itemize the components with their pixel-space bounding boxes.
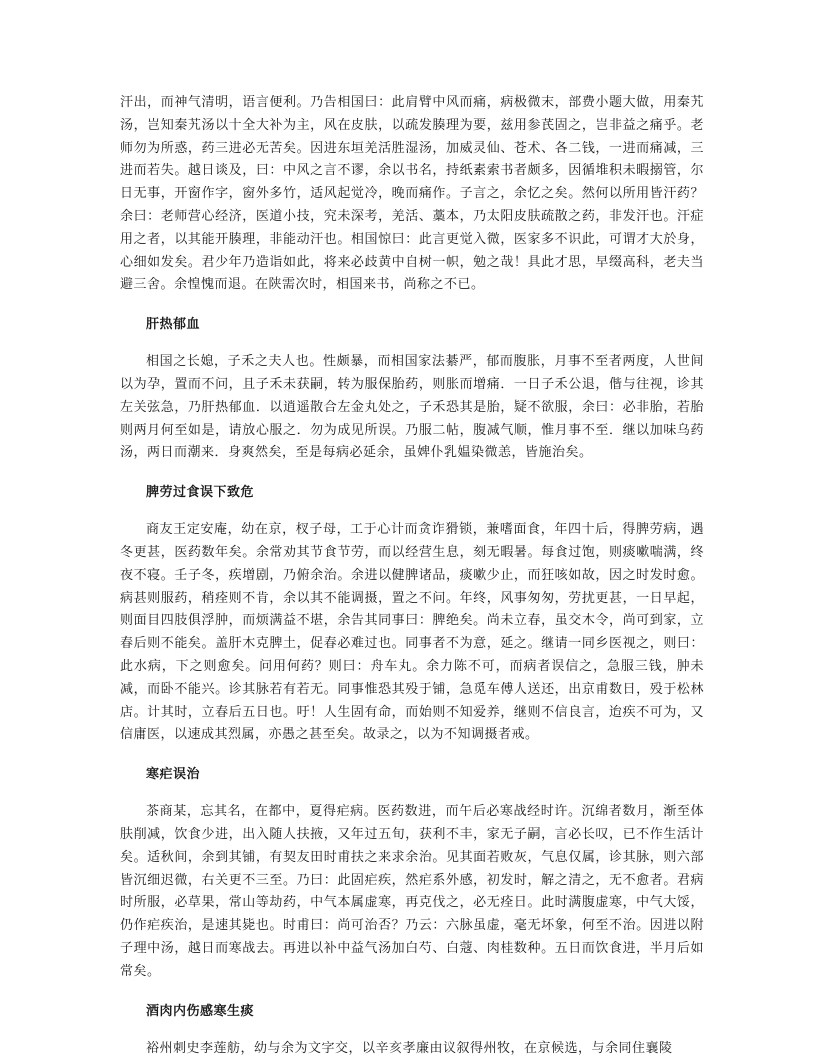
section-heading: 酒肉内伤感寒生痰 [146,1002,704,1022]
section-heading: 脾劳过食误下致危 [146,483,704,503]
section-liver-heat [120,315,704,465]
paragraph: 茶商某，忘其名，在都中，夏得疟病。医药数进，而午后必寒战经时许。沉绵者数月，渐至体肤削减，饮食少进，出入随人扶掖，又年过五旬，获利不丰，家无子嗣，言必长叹，已不作生活计矣。适秋间，余到其铺，有契友田时甫扶之来求余治。见其面若败灰，气息仅属，诊其脉，则六部皆沉细迟微，右关更不三至。乃曰：此固疟疾，然疟系外感，初发时，解之清之，无不愈者。君病时所服，必草果，常山等劫药，中气本属虚寒，再克伐之，必无痊日。此时满腹虚寒，中气大馁，仍作疟疾治，是速其毙也。时甫曰：尚可治否？乃云：六脉虽虚，毫无坏象，何至不治。因进以附子理中汤，越日而寒战去。再进以补中益气汤加白芍、白蔻、肉桂数种。五日而饮食进，半月后如常矣。 [120,801,704,983]
paragraph: 汗出，而神气清明，语言便利。乃告相国曰：此肩臂中风而痛，病极微末，部费小题大做，用秦艽汤，岂知秦艽汤以十全大补为主，风在皮肤，以疏发腠理为要，兹用参芪固之，岂非益之痛乎。老师勿为所惑，药三进必无苦矣。因进东垣羌活胜湿汤，加威灵仙、苍术、各二钱，一进而痛减，三进而若失。越日谈及，曰：中风之言不谬，余以书名，持纸素索书者颇多，因循堆积未暇搦管，尔日无事，开窗作字，窗外多竹，适风起觉冷，晚而痛作。子言之，余忆之矣。然何以所用皆汗药？余曰：老师营心经济，医道小技，究未深考，羌活、藁本，乃太阳皮肤疏散之药，非发汗也。汗症用之者，以其能开腠理，非能动汗也。相国惊曰：此言更觉入微，医家多不识此，可谓才大於身，心细如发矣。君少年乃造诣如此，将来必歧黄中自树一帜，勉之哉！具此才思，早缀高科，老夫当避三舍。余惶愧而退。在陕需次时，相国来书，尚称之不已。 [120,92,704,297]
paragraph: 相国之长媳，子禾之夫人也。性颇暴，而相国家法綦严，郁而腹胀，月事不至者两度，人世间以为孕，置而不问，且子禾未获嗣，转为服保胎药，则胀而增痛．一日子禾公退，偕与往视，诊其左关弦急，乃肝热郁血．以逍遥散合左金丸处之，子禾恐其是胎，疑不欲服，余曰：必非胎，若胎则两月何至如是，请放心服之．勿为成见所误。乃服二帖，腹减气顺，惟月事不至．继以加味乌药汤，两日而潮来．身爽然矣，至是每病必延余，虽婢仆乳媪染微恙，皆施治矣。 [120,351,704,465]
section-wine-meat [120,1002,704,1060]
section-spleen-fatigue [120,483,704,747]
section-heading: 肝热郁血 [146,315,704,335]
section-heading: 寒疟误治 [146,765,704,785]
paragraph: 商友王定安庵，幼在京，杈子母，工于心计而贪诈猾锁，兼嗜面食，年四十后，得脾劳病，遇冬更甚，医药数年矣。余常劝其节食节劳，而以经营生息，刻无暇暑。每食过饱，则痰嗽喘满，终夜不寝。壬子冬，疾增剧，乃俯余治。余进以健脾诸品，痰嗽少止，而狂咳如故，因之时发时愈。病甚则服药，稍痊则不肯，余以其不能调摄，置之不问。年终，风事匆匆，劳扰更甚，一日早起，则面目四肢俱浮肿，而烦满益不堪，余告其同事曰：脾绝矣。尚未立春，虽交木令，尚可到家，立春后则不能矣。盖肝木克脾土，促春必难过也。同事者不为意，延之。继请一同乡医视之，则曰：此水病，下之则愈矣。问用何药？则曰：舟车丸。余力陈不可，而病者误信之，急服三钱，肿未减，而卧不能兴。诊其脉若有若无。同事惟恐其殁于铺，急觅车傅人送还，出京甫数日，殁于松林店。计其时，立春后五日也。吁！人生固有命，而始则不知爱养，继则不信良言，迨疾不可为，又信庸医，以速成其烈属，亦愚之甚至矣。故录之，以为不知调摄者戒。 [120,519,704,747]
section-cold-malaria [120,765,704,983]
document-page [120,92,704,1060]
section-continuation [120,92,704,297]
paragraph: 裕州刺史李莲舫，幼与余为文字交，以辛亥孝廉由议叙得州牧，在京候选，与余同住襄陵 [120,1038,704,1060]
